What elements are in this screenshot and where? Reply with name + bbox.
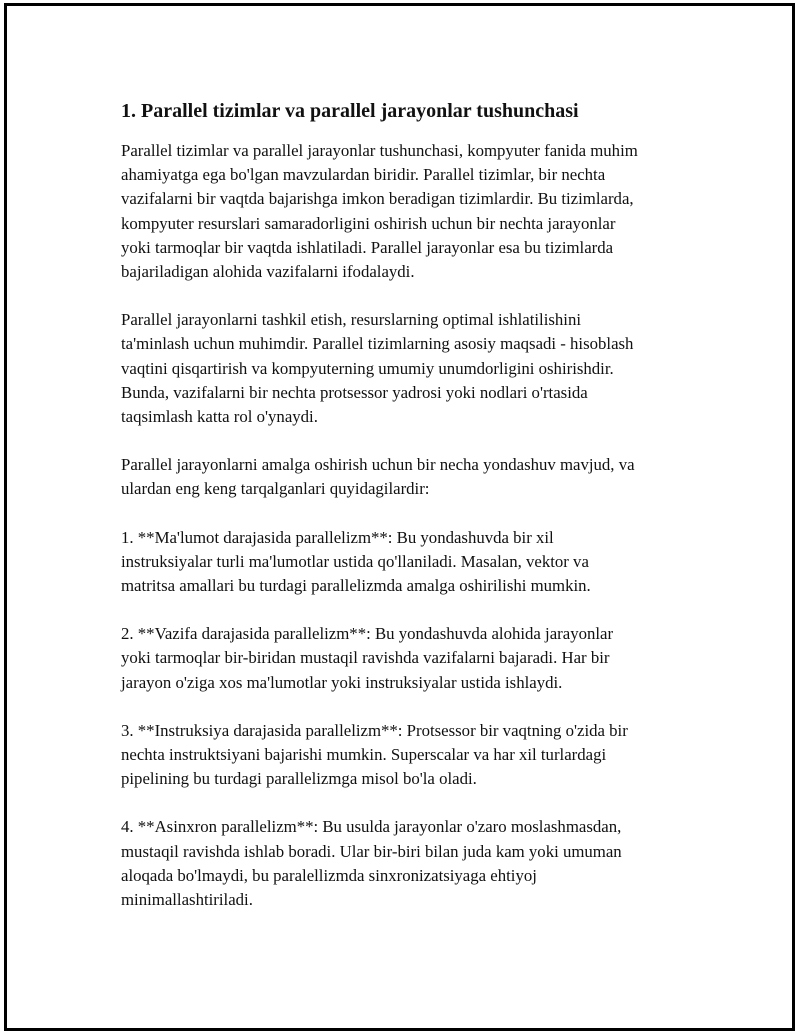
paragraph-intro: Parallel tizimlar va parallel jarayonlar tushunchasi, kompyuter fanida muhim ahamiyatga ega bo'lgan mavzulardan biridir. Parallel tizimlar, bir nechta vazifalarni bir vaqtda bajarishga imkon beradigan tizimlardir. Bu tizimlarda, kompyuter resurslari samaradorligini oshirish uchun bir nechta jarayonlar yoki tarmoqlar bir vaqtda ishlatiladi. Parallel jarayonlar esa bu tizimlarda bajariladigan alohida vazifalarni ifodalaydi. [121,141,638,282]
paragraph-organization: Parallel jarayonlarni tashkil etish, resurslarning optimal ishlatilishini ta'minlash uchun muhimdir. Parallel tizimlarning asosiy maqsadi - hisoblash vaqtini qisqartirish va kompyuterning umumiy unumdorligini oshirishdir. Bunda, vazifalarni bir nechta protsessor yadrosi yoki nodlari o'rtasida taqsimlash katta rol o'ynaydi. [121,310,634,427]
document-body [121,97,701,936]
paragraph-approaches: Parallel jarayonlarni amalga oshirish uchun bir necha yondashuv mavjud, va ulardan eng keng tarqalganlari quyidagilardir: [121,455,635,499]
page-frame [4,3,795,1031]
list-item-task-parallelism: 2. **Vazifa darajasida parallelizm**: Bu yondashuvda alohida jarayonlar yoki tarmoqlar bir-biridan mustaqil ravishda vazifalarni bajaradi. Har bir jarayon o'ziga xos ma'lumotlar yoki instruksiyalar ustida ishlaydi. [121,624,614,692]
list-item-instruction-parallelism: 3. **Instruksiya darajasida parallelizm**: Protsessor bir vaqtning o'zida bir nechta instruktsiyani bajarishi mumkin. Superscalar va har xil turlardagi pipelining bu turdagi parallelizmga misol bo'la oladi. [121,720,628,789]
list-item-data-parallelism: 1. **Ma'lumot darajasida parallelizm**: Bu yondashuvda bir xil instruksiyalar turli ma'lumotlar ustida qo'llaniladi. Masalan, vektor va matritsa amallari bu turdagi parallelizmda amalga oshirilishi mumkin. [121,527,591,596]
document-title: 1. Parallel tizimlar va parallel jarayonlar tushunchasi [121,100,579,122]
list-item-async-parallelism: 4. **Asinxron parallelizm**: Bu usulda jarayonlar o'zaro moslashmasdan, mustaqil ravishda ishlab boradi. Ular bir-biri bilan juda kam yoki umuman aloqada bo'lmaydi, bu paralellizmda sinxronizatsiyaga ehtiyoj minimallashtiriladi. [121,817,622,910]
